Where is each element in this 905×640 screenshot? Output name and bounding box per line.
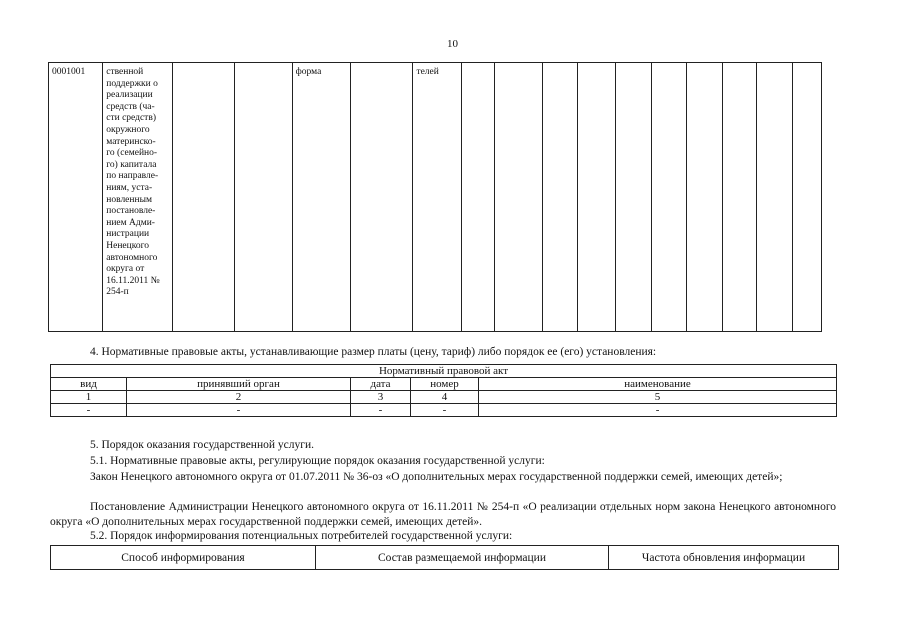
informing-methods-table — [50, 545, 839, 570]
table-cell — [543, 63, 578, 332]
table-cell — [651, 63, 686, 332]
column-number: 3 — [351, 391, 411, 404]
description-line: ственной — [106, 67, 144, 77]
description-line: округа от — [106, 264, 145, 275]
table-cell — [578, 63, 616, 332]
description-line: го) капитала — [106, 159, 157, 170]
table-cell — [350, 63, 412, 332]
description-line: по направле- — [106, 171, 159, 182]
table-cell — [495, 63, 543, 332]
table-cell — [757, 63, 793, 332]
table-cell — [793, 63, 822, 332]
service-code-cell: 0001001 — [49, 63, 103, 332]
fee-legal-acts-table — [50, 364, 837, 417]
table-cell: - — [351, 404, 411, 417]
table-cell — [172, 63, 234, 332]
column-number: 4 — [411, 391, 479, 404]
description-line: сти средств) — [106, 113, 156, 124]
service-description-cell — [103, 63, 173, 332]
payers-cell: телей — [413, 63, 461, 332]
table-cell — [235, 63, 292, 332]
description-line: Ненецкого — [106, 240, 150, 251]
description-line: материнско- — [106, 136, 156, 147]
column-header: принявший орган — [127, 378, 351, 391]
table-cell: - — [479, 404, 837, 417]
description-line: поддержки о — [106, 78, 158, 89]
service-table-continuation — [48, 62, 822, 332]
table-cell — [461, 63, 495, 332]
column-header: дата — [351, 378, 411, 391]
description-line: ниям, уста- — [106, 182, 153, 193]
table-cell — [686, 63, 722, 332]
law-reference-2: Постановление Администрации Ненецкого автономного округа от 16.11.2011 № 254-п «О реализации отдельных норм закона Ненецкого автономного округа «О дополнительных мерах государственной поддержки семей, имеющих детей». — [50, 501, 836, 528]
column-number: 2 — [127, 391, 351, 404]
description-line: нием Адми- — [106, 217, 155, 228]
section-5-1-heading: 5.1. Нормативные правовые акты, регулирующие порядок оказания государственной услуги: — [90, 455, 545, 467]
column-header: вид — [51, 378, 127, 391]
description-line: 16.11.2011 № — [106, 275, 160, 286]
page-number: 10 — [447, 38, 458, 50]
description-line: реализации — [106, 90, 153, 101]
table-cell: - — [411, 404, 479, 417]
table-cell: - — [51, 404, 127, 417]
description-line: автономного — [106, 252, 158, 263]
table-cell — [722, 63, 757, 332]
table-group-header: Нормативный правовой акт — [51, 365, 837, 378]
column-header: наименование — [479, 378, 837, 391]
column-number: 1 — [51, 391, 127, 404]
section-4-heading: 4. Нормативные правовые акты, устанавливающие размер платы (цену, тариф) либо порядок ее (его) установления: — [90, 346, 657, 358]
column-header: Способ информирования — [51, 546, 316, 570]
section-5-heading: 5. Порядок оказания государственной услуги. — [90, 439, 314, 451]
description-line: нистрации — [106, 229, 150, 240]
description-line: окружного — [106, 124, 150, 135]
section-5-2-heading: 5.2. Порядок информирования потенциальных потребителей государственной услуги: — [90, 530, 513, 542]
description-line: постановле- — [106, 206, 156, 217]
description-line: го (семейно- — [106, 148, 158, 159]
column-header: номер — [411, 378, 479, 391]
column-header: Состав размещаемой информации — [316, 546, 609, 570]
description-line: 254-п — [106, 287, 129, 298]
description-line: новленным — [106, 194, 152, 205]
table-cell — [616, 63, 652, 332]
law-reference-1: Закон Ненецкого автономного округа от 01.07.2011 № 36-оз «О дополнительных мерах государственной поддержки семей, имеющих детей»; — [90, 471, 783, 483]
column-number: 5 — [479, 391, 837, 404]
table-cell: - — [127, 404, 351, 417]
description-line: средств (ча- — [106, 101, 155, 112]
form-cell: форма — [292, 63, 350, 332]
column-header: Частота обновления информации — [609, 546, 839, 570]
